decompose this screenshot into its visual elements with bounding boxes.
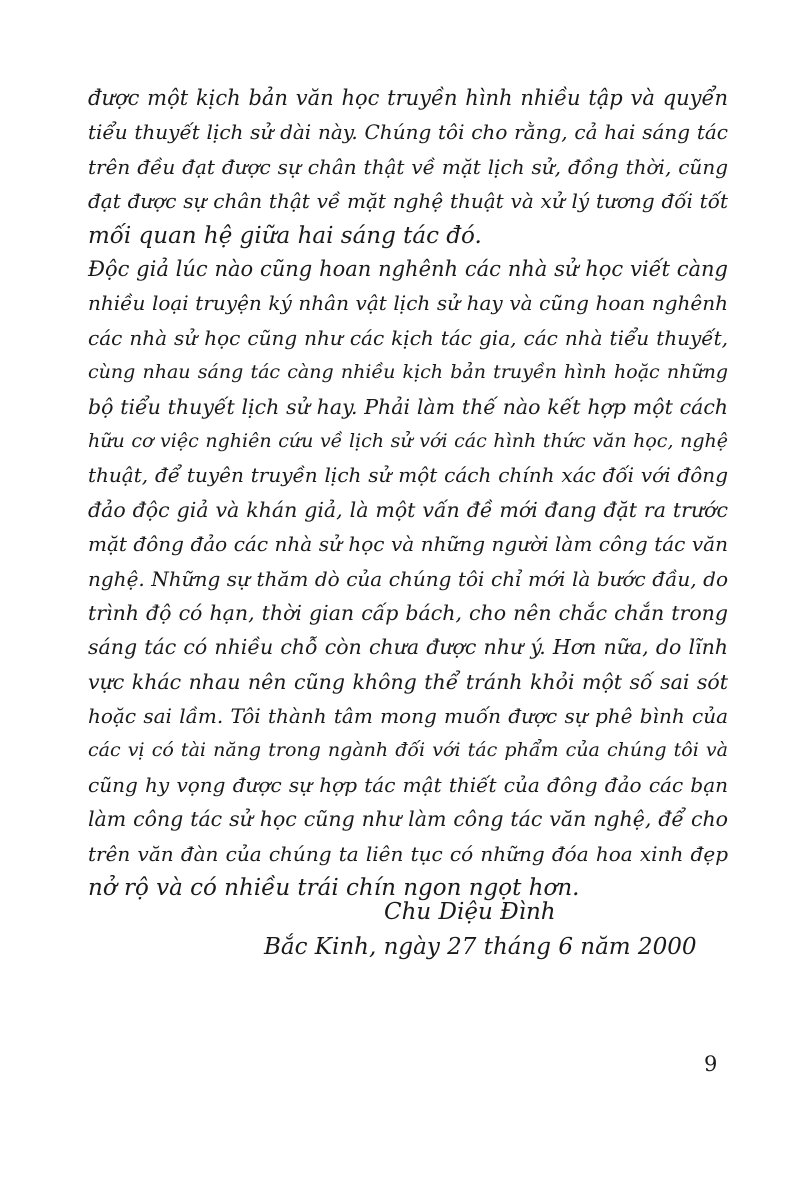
text-line: đạt được sự chân thật về mặt nghệ thuật và xử lý tương đối tốt — [88, 189, 728, 214]
text-line: Độc giả lúc nào cũng hoan nghênh các nhà sử học viết càng — [88, 257, 728, 281]
text-line: hoặc sai lầm. Tôi thành tâm mong muốn được sự phê bình của — [88, 704, 728, 729]
text-line: hữu cơ việc nghiên cứu về lịch sử với các hình thức văn học, nghệ — [88, 429, 728, 452]
text-line: làm công tác sử học cũng như làm công tác văn nghệ, để cho — [88, 807, 728, 832]
text-line: bộ tiểu thuyết lịch sử hay. Phải làm thế nào kết hợp một cách — [88, 394, 728, 419]
page-number: 9 — [704, 1052, 718, 1076]
signature-place-date: Bắc Kinh, ngày 27 tháng 6 năm 2000 — [264, 934, 697, 960]
text-line: nở rộ và có nhiều trái chín ngon ngọt hơn. — [88, 875, 580, 902]
text-line: tiểu thuyết lịch sử dài này. Chúng tôi cho rằng, cả hai sáng tác — [88, 120, 728, 145]
text-line: mặt đông đảo các nhà sử học và những người làm công tác văn — [88, 532, 728, 557]
signature-author: Chu Diệu Đình — [384, 899, 556, 925]
paragraph-2 — [88, 252, 728, 905]
text-line: trình độ có hạn, thời gian cấp bách, cho nên chắc chắn trong — [88, 600, 728, 625]
text-line: trên văn đàn của chúng ta liên tục có những đóa hoa xinh đẹp — [88, 841, 728, 866]
paragraph-1 — [88, 81, 728, 253]
text-line: sáng tác có nhiều chỗ còn chưa được như ý. Hơn nữa, do lĩnh — [88, 635, 728, 660]
text-line: vực khác nhau nên cũng không thể tránh khỏi một số sai sót — [88, 669, 728, 694]
text-line: được một kịch bản văn học truyền hình nhiều tập và quyển — [88, 86, 728, 110]
text-line: đảo độc giả và khán giả, là một vấn đề mới đang đặt ra trước — [88, 497, 728, 522]
text-line: trên đều đạt được sự chân thật về mặt lịch sử, đồng thời, cũng — [88, 154, 728, 179]
text-line: nghệ. Những sự thăm dò của chúng tôi chỉ mới là bước đầu, do — [88, 566, 728, 591]
text-line: nhiều loại truyện ký nhân vật lịch sử hay và cũng hoan nghênh — [88, 291, 728, 316]
text-line: mối quan hệ giữa hai sáng tác đó. — [88, 222, 482, 249]
text-line: cũng hy vọng được sự hợp tác mật thiết của đông đảo các bạn — [88, 772, 728, 797]
text-line: các vị có tài năng trong ngành đối với tác phẩm của chúng tôi và — [88, 739, 728, 762]
text-line: cùng nhau sáng tác càng nhiều kịch bản truyền hình hoặc những — [88, 361, 728, 384]
text-line: các nhà sử học cũng như các kịch tác gia, các nhà tiểu thuyết, — [88, 325, 728, 350]
text-line: thuật, để tuyên truyền lịch sử một cách chính xác đối với đông — [88, 463, 728, 488]
